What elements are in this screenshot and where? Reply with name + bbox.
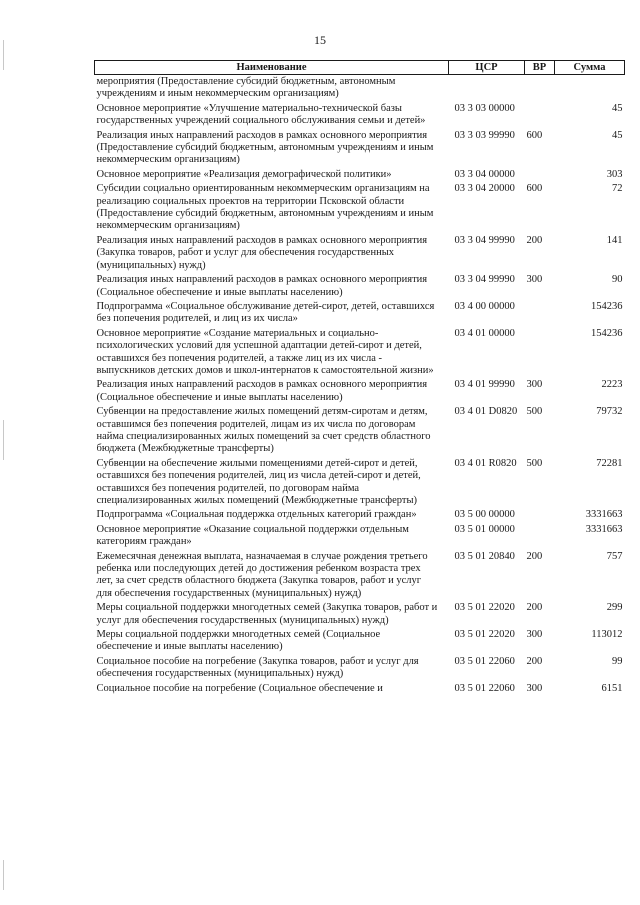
row-csr: 03 5 01 22060: [454, 655, 515, 667]
row-csr: 03 4 01 99990: [454, 379, 515, 391]
table-row: [95, 168, 625, 182]
row-name: Основное мероприятие «Реализация демографической политики»: [96, 168, 392, 180]
row-name: Подпрограмма «Социальное обслуживание детей-сирот, детей, оставшихся без попечения родителей, и лиц из их числа»: [96, 300, 435, 325]
row-vr: 300: [526, 379, 543, 391]
row-name: Основное мероприятие «Оказание социальной поддержки отдельным категориям граждан»: [96, 523, 409, 548]
row-csr: 03 4 01 D0820: [454, 406, 518, 418]
row-vr: 300: [526, 629, 543, 641]
row-csr: 03 3 04 20000: [454, 183, 515, 195]
row-csr: 03 3 04 00000: [454, 168, 515, 180]
row-name: Субвенции на обеспечение жилыми помещениями детей-сирот и детей, оставшихся без попечения родителей, лиц из числа детей-сирот и детей, оставшихся без попечения родителей, по договорам найма специализированных жилых помещений (Межбюджетные трансферты): [96, 457, 421, 506]
row-csr: 03 3 04 99990: [454, 234, 515, 246]
table-row: [95, 550, 625, 602]
row-csr: 03 4 01 00000: [454, 327, 515, 339]
table-row: [95, 601, 625, 628]
table-row: [95, 523, 625, 550]
row-name: Меры социальной поддержки многодетных семей (Социальное обеспечение и иные выплаты населению): [96, 629, 381, 653]
table-row: [95, 508, 625, 522]
row-vr: 200: [526, 550, 543, 562]
table-row: [95, 75, 625, 102]
row-name: мероприятия (Предоставление субсидий бюджетным, автономным учреждениям и иным некоммерческим организациям): [96, 76, 396, 100]
table-row: [95, 378, 625, 405]
row-csr: 03 4 01 R0820: [454, 457, 517, 469]
row-name: Меры социальной поддержки многодетных семей (Закупка товаров, работ и услуг для обеспечения государственных (муниципальных) нужд): [96, 602, 438, 626]
table-row: [95, 655, 625, 682]
table-row: [95, 405, 625, 457]
row-sum: 141: [606, 234, 623, 246]
row-name: Основное мероприятие «Создание материальных и социально-психологических условий для успешной адаптации детей-сирот и детей, оставшихся без попечения родителей, а также лиц из их числа - выпускников детских домов и школ-интернатов к самостоятельной жизни»: [96, 327, 434, 376]
row-name: Подпрограмма «Социальная поддержка отдельных категорий граждан»: [96, 509, 417, 521]
row-vr: 300: [526, 682, 543, 694]
row-name: Основное мероприятие «Улучшение материально-технической базы государственных учреждений социального обслуживания семьи и детей»: [96, 102, 426, 127]
row-vr: [525, 300, 555, 327]
row-vr: 200: [526, 234, 543, 246]
row-sum: 45: [612, 129, 623, 141]
row-name: Социальное пособие на погребение (Закупка товаров, работ и услуг для обеспечения государственных (муниципальных) нужд): [96, 655, 419, 680]
header-vr: ВР: [525, 61, 555, 75]
row-sum: 72: [612, 183, 623, 195]
row-name: Реализация иных направлений расходов в рамках основного мероприятия (Социальное обеспечение и иные выплаты населению): [96, 379, 428, 403]
row-vr: [525, 102, 555, 129]
table-row: [95, 273, 625, 300]
row-sum: 99: [612, 655, 623, 667]
table-row: [95, 129, 625, 168]
row-sum: 154236: [591, 327, 623, 339]
row-sum: 45: [612, 102, 623, 114]
row-name: Ежемесячная денежная выплата, назначаемая в случае рождения третьего ребенка или последующих детей до достижения ребенком возраста трех лет, за счет средств областного бюджета (Закупка товаров, работ и услуг для обеспечения государственных (муниципальных) нужд): [96, 550, 428, 599]
row-sum: [555, 75, 625, 102]
row-csr: 03 5 01 22020: [454, 629, 515, 641]
scan-edge-mark: [3, 860, 4, 890]
row-csr: 03 5 00 00000: [454, 509, 515, 521]
row-name: Социальное пособие на погребение (Социальное обеспечение и: [96, 682, 383, 694]
row-csr: 03 4 00 00000: [454, 300, 515, 312]
row-vr: [525, 508, 555, 522]
row-csr: [449, 75, 525, 102]
row-csr: 03 5 01 22020: [454, 602, 515, 614]
header-sum: Сумма: [555, 61, 625, 75]
row-csr: 03 5 01 20840: [454, 550, 515, 562]
table-row: [95, 102, 625, 129]
table-body: [95, 75, 625, 697]
table-row: [95, 182, 625, 234]
table-header: [95, 61, 625, 75]
budget-table: [94, 60, 625, 696]
row-vr: [525, 523, 555, 550]
table-row: [95, 327, 625, 379]
row-name: Реализация иных направлений расходов в рамках основного мероприятия (Предоставление субсидий бюджетным, автономным учреждениям и иным некоммерческим организациям): [96, 129, 434, 166]
row-sum: 154236: [591, 300, 623, 312]
row-vr: [525, 168, 555, 182]
table-row: [95, 628, 625, 655]
row-csr: 03 3 04 99990: [454, 274, 515, 286]
row-vr: 200: [526, 655, 543, 667]
row-name: Субвенции на предоставление жилых помещений детям-сиротам и детям, оставшимся без попечения родителей, лицам из их числа по договорам найма специализированных жилых помещений за счет средств областного бюджета (Межбюджетные трансферты): [96, 406, 431, 455]
header-csr: ЦСР: [449, 61, 525, 75]
table-row: [95, 682, 625, 696]
row-sum: 2223: [601, 379, 623, 391]
row-sum: 6151: [601, 682, 623, 694]
row-vr: 600: [526, 183, 543, 195]
row-sum: 3331663: [585, 523, 623, 535]
table-row: [95, 457, 625, 509]
row-name: Субсидии социально ориентированным некоммерческим организациям на реализацию социальных проектов на территории Псковской области (Предоставление субсидий бюджетным, автономным учреждениям и иным некоммерческим организациям): [96, 183, 434, 232]
row-sum: 303: [606, 168, 623, 180]
scan-edge-mark: [3, 420, 4, 460]
header-name: Наименование: [95, 61, 449, 75]
row-vr: [525, 327, 555, 379]
row-name: Реализация иных направлений расходов в рамках основного мероприятия (Социальное обеспечение и иные выплаты населению): [96, 274, 428, 298]
row-vr: [525, 75, 555, 102]
row-sum: 757: [606, 550, 623, 562]
row-name: Реализация иных направлений расходов в рамках основного мероприятия (Закупка товаров, работ и услуг для обеспечения государственных (муниципальных) нужд): [96, 234, 428, 271]
row-sum: 3331663: [585, 509, 623, 521]
row-sum: 72281: [596, 457, 623, 469]
row-sum: 299: [606, 602, 623, 614]
row-csr: 03 5 01 00000: [454, 523, 515, 535]
table-row: [95, 234, 625, 273]
row-vr: 600: [526, 129, 543, 141]
row-csr: 03 5 01 22060: [454, 682, 515, 694]
row-vr: 500: [526, 457, 543, 469]
row-vr: 200: [526, 602, 543, 614]
page-number: 15: [314, 33, 326, 47]
row-sum: 90: [612, 274, 623, 286]
row-sum: 79732: [596, 406, 623, 418]
table-row: [95, 300, 625, 327]
row-csr: 03 3 03 99990: [454, 129, 515, 141]
row-csr: 03 3 03 00000: [454, 102, 515, 114]
row-vr: 300: [526, 274, 543, 286]
row-vr: 500: [526, 406, 543, 418]
row-sum: 113012: [591, 629, 623, 641]
